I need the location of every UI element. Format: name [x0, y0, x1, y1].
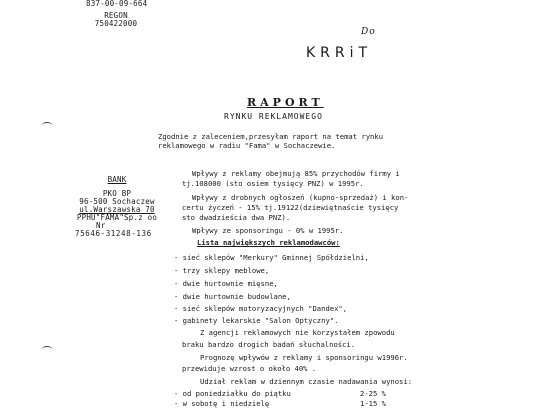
bank-block — [74, 176, 160, 222]
share-row-value: 1-15 % — [360, 399, 386, 408]
share-row-value: 2-25 % — [360, 389, 386, 398]
body-line: Udział reklam w dziennym czasie nadawania wynosi: — [200, 377, 413, 386]
list-item: - trzy sklepy meblowe, — [174, 266, 270, 275]
list-item: - sieć sklepów "Merkury" Gminnej Spółdzielni, — [174, 253, 369, 262]
report-title: RAPORT — [247, 96, 324, 109]
bank-line: 96-500 Sochaczew — [79, 197, 155, 206]
list-item: - sieć sklepów motoryzacyjnych "Dandex", — [174, 304, 348, 313]
bank-label: BANK — [107, 175, 127, 184]
punch-hole-mark — [42, 122, 52, 128]
intro-line: Zgodnie z zaleceniem,przesyłam raport na temat rynku — [158, 132, 384, 141]
account-label: Nr — [96, 221, 106, 230]
addressee-prefix: Do — [361, 27, 376, 37]
list-item: - gabinety lekarskie "Salon Optyczny". — [174, 316, 339, 325]
body-line: przewiduje wzrost o około 40% . — [182, 364, 317, 373]
bank-line: PPHU"FAMA"Sp.z oo — [76, 213, 158, 222]
bank-line: PKO BP — [102, 189, 132, 198]
body-line: Wpływy ze sponsoringu - 0% w 1995r. — [192, 226, 344, 235]
body-line: certu życzeń - 15% tj.19122(dziewiętnaście tysięcy — [182, 203, 399, 212]
body-line: Wpływy z drobnych ogłoszeń (kupno-sprzedaż) i kon- — [192, 193, 409, 202]
bank-line: ul.Warszawska 70 — [79, 205, 155, 214]
share-row-label: - od poniedziałku do piątku — [174, 389, 291, 398]
tax-id: 837-00-09-664 — [86, 0, 148, 8]
punch-hole-mark — [42, 346, 52, 352]
body-line: Prognozę wpływów z reklamy i sponsoringu w1996r. — [200, 353, 408, 362]
addressee-name: KRRiT — [306, 45, 373, 61]
regon-number: 750422000 — [94, 19, 138, 28]
list-item: - dwie hurtownie mięsne, — [174, 279, 278, 288]
body-line: sto dwadzieścia dwa PNZ). — [182, 213, 291, 222]
account-number: 75646-31248-136 — [75, 229, 152, 238]
body-line: Wpływy z reklamy obejmują 85% przychodów firmy i — [192, 169, 400, 178]
regon-label: REGON — [104, 11, 128, 20]
intro-line: reklamowego w radiu "Fama" w Sochaczewie. — [158, 141, 336, 150]
body-line: braku bardzo drogich badań słuchalności. — [182, 340, 356, 349]
list-title: Lista największych reklamodawców: — [197, 238, 340, 247]
list-item: - dwie hurtownie budowlane, — [174, 292, 291, 301]
body-line: tj.108000 (sto osiem tysięcy PNZ) w 1995r. — [182, 179, 364, 188]
body-line: Z agencji reklamowych nie korzystałem zpowodu — [200, 328, 395, 337]
share-row-label: - w sobotę i niedzielę — [174, 399, 270, 408]
report-subtitle: RYNKU REKLAMOWEGO — [224, 112, 323, 121]
